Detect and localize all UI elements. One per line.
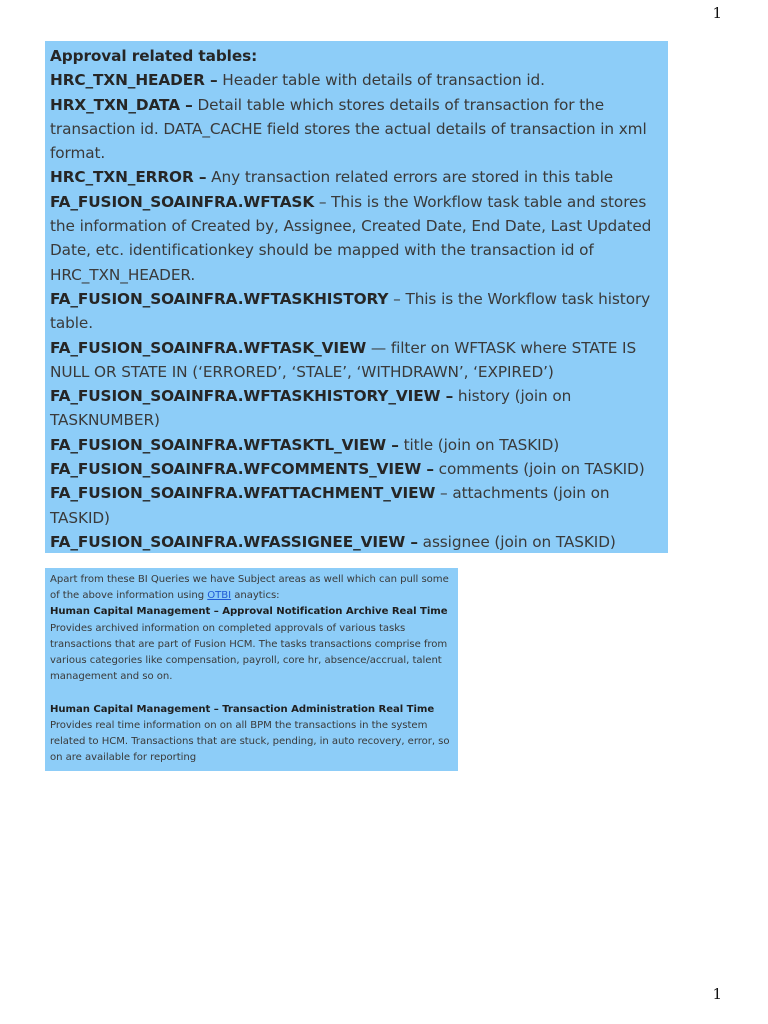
table-entry-wftaskhistory-view: FA_FUSION_SOAINFRA.WFTASKHISTORY_VIEW – history (join on TASKNUMBER) [50, 387, 572, 430]
page-number-bottom: 1 [712, 985, 722, 1003]
table-entry-hrc-txn-error: HRC_TXN_ERROR – Any transaction related errors are stored in this table [50, 168, 614, 187]
section-description-transaction-admin: Provides real time information on on all BPM the transactions in the system related to HCM. Transactions that are stuck, pending, in auto recovery, error, so on are available for reporting [50, 719, 450, 764]
page-number-top: 1 [712, 4, 722, 22]
table-entry-wftask: FA_FUSION_SOAINFRA.WFTASK – This is the Workflow task table and stores the information of Created by, Assignee, Created Date, End Date, Last Updated Date, etc. identificationkey should be mapped with the transaction id of HRC_TXN_HEADER. [50, 192, 652, 284]
table-entry-wfcomments-view: FA_FUSION_SOAINFRA.WFCOMMENTS_VIEW – comments (join on TASKID) [50, 460, 645, 479]
approval-tables-heading: Approval related tables: [50, 47, 258, 65]
table-entry-wfattachment-view: FA_FUSION_SOAINFRA.WFATTACHMENT_VIEW – attachments (join on TASKID) [50, 484, 610, 527]
table-entry-hrc-txn-header: HRC_TXN_HEADER – Header table with details of transaction id. [50, 71, 545, 90]
table-entry-wftaskhistory: FA_FUSION_SOAINFRA.WFTASKHISTORY – This is the Workflow task history table. [50, 289, 651, 333]
subject-areas-box [45, 568, 458, 771]
paragraph-spacer [50, 685, 454, 701]
table-entry-wftask-view: FA_FUSION_SOAINFRA.WFTASK_VIEW — filter on WFTASK where STATE IS NULL OR STATE IN (‘ERRORED’, ‘STALE’, ‘WITHDRAWN’, ‘EXPIRED’) [50, 338, 637, 381]
table-entry-wftasktl-view: FA_FUSION_SOAINFRA.WFTASKTL_VIEW – title (join on TASKID) [50, 435, 560, 454]
approval-tables-box [45, 41, 668, 553]
section-description-approval-archive: Provides archived information on completed approvals of various tasks transactions that are part of Fusion HCM. The tasks transactions comprise from various categories like compensation, payroll, core hr, absence/accrual, talent management and so on. [50, 622, 448, 683]
section-title-approval-archive: Human Capital Management – Approval Notification Archive Real Time [50, 606, 448, 618]
otbi-link[interactable]: OTBI [207, 590, 232, 602]
table-entry-wfassignee-view: FA_FUSION_SOAINFRA.WFASSIGNEE_VIEW – assignee (join on TASKID) [50, 532, 616, 551]
subject-areas-intro: Apart from these BI Queries we have Subject areas as well which can pull some of the above information using OTBI anaytics: [50, 574, 449, 602]
table-entry-hrx-txn-data: HRX_TXN_DATA – Detail table which stores details of transaction for the transaction id. DATA_CACHE field stores the actual details of transaction in xml format. [50, 95, 647, 163]
section-title-transaction-admin: Human Capital Management – Transaction Administration Real Time [50, 703, 435, 715]
